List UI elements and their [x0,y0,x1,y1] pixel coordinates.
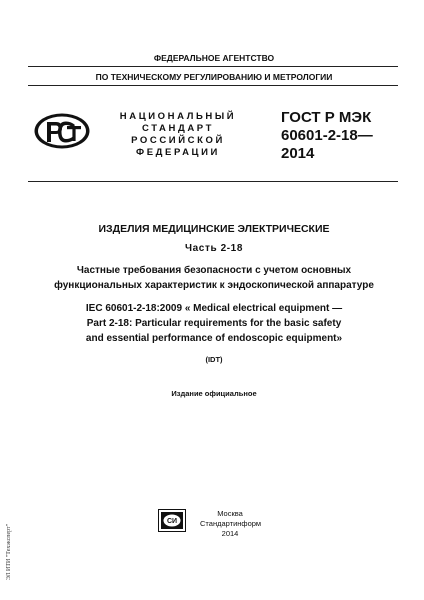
subtitle-line-2: функциональных характеристик к эндоскопической аппаратуре [54,280,374,291]
header-divider-3 [28,181,398,182]
rst-emblem-icon [33,112,91,150]
side-watermark [4,520,13,584]
header-divider-2 [28,85,398,86]
publisher-logo-text: СИ [166,518,178,525]
identity-marker: (IDT) [205,355,223,364]
side-watermark-text: ЭЛ ИТИ "Техэксперт" [5,523,12,581]
standartinform-logo-icon [158,509,186,532]
agency-line-1: ФЕДЕРАЛЬНОЕ АГЕНТСТВО [153,53,275,63]
publisher-name: Стандартинформ [200,519,262,528]
subtitle-line-1: Частные требования безопасности с учетом основных [76,265,352,276]
gost-designation-line-3: 2014 [281,145,315,162]
document-part: Часть 2-18 [185,243,243,254]
agency-line-2: ПО ТЕХНИЧЕСКОМУ РЕГУЛИРОВАНИЮ И МЕТРОЛОГИИ [95,72,333,82]
iec-reference-line-3: and essential performance of endoscopic equipment» [85,333,343,344]
edition-label: Издание официальное [171,389,257,398]
rst-logo-text: РСТ [62,150,64,151]
publication-year: 2014 [221,529,239,538]
standard-type-line-3: РОССИЙСКОЙ [131,135,225,146]
document-title: ИЗДЕЛИЯ МЕДИЦИНСКИЕ ЭЛЕКТРИЧЕСКИЕ [98,223,330,235]
standard-type-line-1: НАЦИОНАЛЬНЫЙ [119,111,237,122]
iec-reference-line-2: Part 2-18: Particular requirements for the basic safety [86,318,342,329]
publisher-city: Москва [217,509,243,518]
standard-type-line-4: ФЕДЕРАЦИИ [136,147,220,158]
gost-designation-line-2: 60601-2-18— [281,127,373,144]
header-divider-1 [28,66,398,67]
gost-designation-line-1: ГОСТ Р МЭК [281,109,372,126]
iec-reference-line-1: IEC 60601-2-18:2009 « Medical electrical equipment — [85,303,343,314]
standard-type-line-2: СТАНДАРТ [142,123,214,134]
